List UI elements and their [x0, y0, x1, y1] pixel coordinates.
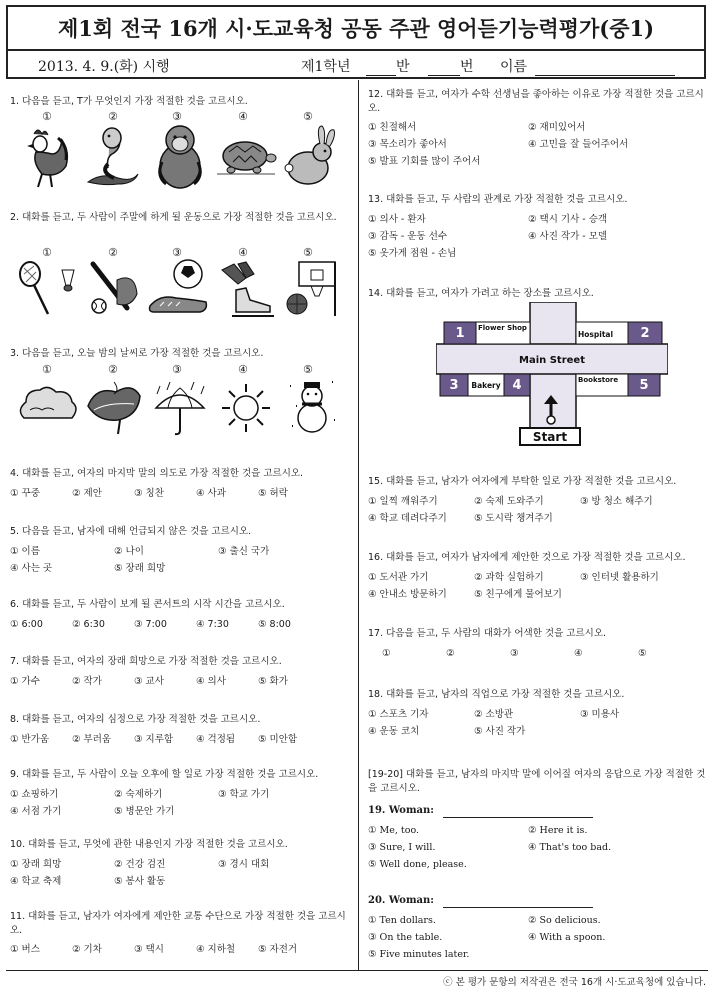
question-6: [10, 598, 350, 633]
q5-option-4[interactable]: ④ 사는 곳: [10, 562, 53, 574]
exam-date: 2013. 4. 9.(화) 시행: [38, 59, 170, 75]
question-1-text: 1. 다음을 듣고, T가 무엇인지 가장 적절한 것을 고르시오.: [10, 96, 248, 107]
rabbit-icon[interactable]: [282, 124, 340, 188]
q20-option-4[interactable]: ④ With a spoon.: [528, 931, 606, 943]
exam-header: [6, 5, 706, 79]
question-15: [368, 475, 708, 527]
question-2-text: 2. 대화를 듣고, 두 사람이 주말에 하게 될 운동으로 가장 적절한 것을 고르시오.: [10, 212, 337, 223]
q17-option-4[interactable]: ④: [574, 647, 583, 659]
main-street-label: Main Street: [519, 355, 585, 366]
q16-option-2[interactable]: ② 과학 실험하기: [474, 571, 544, 583]
question-15-text: 15. 대화를 듣고, 남자가 여자에게 부탁한 일로 가장 적절한 것을 고르시오.: [368, 476, 677, 487]
q1-option-2-num: ②: [108, 110, 118, 123]
monkey-icon[interactable]: [150, 122, 212, 190]
q12-option-4[interactable]: ④ 고민을 잘 들어주어서: [528, 139, 629, 150]
question-3: [10, 347, 350, 361]
q9-option-3[interactable]: ③ 학교 가기: [218, 788, 270, 800]
q2-option-5-num: ⑤: [303, 246, 313, 259]
q16-option-4[interactable]: ④ 안내소 방문하기: [368, 588, 447, 600]
q7-option-4[interactable]: ④ 의사: [196, 675, 226, 687]
header-divider: [8, 49, 704, 51]
question-14-text: 14. 대화를 듣고, 여자가 가려고 하는 장소를 고르시오.: [368, 288, 594, 299]
q15-option-5[interactable]: ⑤ 도시락 챙겨주기: [474, 512, 553, 524]
q16-option-5[interactable]: ⑤ 친구에게 물어보기: [474, 588, 562, 600]
q20-label: 20. Woman:: [368, 895, 434, 906]
q6-option-1[interactable]: ① 6:00: [10, 618, 43, 630]
q5-option-2[interactable]: ② 나이: [114, 545, 144, 557]
q20-option-2[interactable]: ② So delicious.: [528, 914, 601, 926]
umbrella-rain-icon[interactable]: [150, 378, 210, 438]
question-19-20-instruction: [19-20] 대화를 듣고, 남자의 마지막 말에 이어질 여자의 응답으로 가장 적절한 것을 고르시오.: [368, 769, 706, 794]
q16-option-1[interactable]: ① 도서관 가기: [368, 571, 429, 583]
q7-option-3[interactable]: ③ 교사: [134, 675, 164, 687]
q10-option-1[interactable]: ① 장래 희망: [10, 858, 62, 870]
q19-option-4[interactable]: ④ That's too bad.: [528, 841, 612, 853]
q7-option-1[interactable]: ① 가수: [10, 675, 40, 687]
rooster-icon[interactable]: [14, 124, 76, 190]
question-2: [10, 211, 350, 225]
question-14: [368, 287, 708, 301]
q12-option-2[interactable]: ② 재미있어서: [528, 122, 586, 133]
q19-option-3[interactable]: ③ Sure, I will.: [368, 841, 436, 853]
question-17-text: 17. 다음을 듣고, 두 사람의 대화가 어색한 것을 고르시오.: [368, 628, 607, 639]
question-9-text: 9. 대화를 듣고, 두 사람이 오늘 오후에 할 일로 가장 적절한 것을 고르시오.: [10, 769, 319, 780]
q2-option-2-num: ②: [108, 246, 118, 259]
turtle-icon[interactable]: [215, 134, 277, 182]
q13-option-3[interactable]: ③ 감독 - 운동 선수: [368, 230, 448, 242]
question-10-text: 10. 대화를 듣고, 무엇에 관한 내용인지 가장 적절한 것을 고르시오.: [10, 839, 288, 850]
q11-option-2[interactable]: ② 기차: [72, 944, 102, 955]
map-number-3: 3: [449, 378, 459, 393]
q5-option-5[interactable]: ⑤ 장래 희망: [114, 562, 166, 574]
q16-option-3[interactable]: ③ 인터넷 활용하기: [580, 571, 659, 583]
q18-option-4[interactable]: ④ 운동 코치: [368, 725, 420, 737]
q19-label: 19. Woman:: [368, 805, 434, 816]
question-4: [10, 467, 350, 502]
q17-option-1[interactable]: ①: [382, 647, 391, 659]
map-number-2: 2: [640, 326, 650, 341]
question-20: [368, 894, 708, 963]
map-number-4: 4: [512, 378, 522, 393]
q9-option-2[interactable]: ② 숙제하기: [114, 788, 163, 800]
question-7-text: 7. 대화를 듣고, 여자의 장래 희망으로 가장 적절한 것을 고르시오.: [10, 656, 282, 667]
q18-option-1[interactable]: ① 스포츠 기자: [368, 708, 429, 720]
question-7: [10, 655, 350, 690]
q5-option-1[interactable]: ① 이름: [10, 545, 40, 557]
question-8-text: 8. 대화를 듣고, 여자의 심정으로 가장 적절한 것을 고르시오.: [10, 714, 261, 725]
q20-option-3[interactable]: ③ On the table.: [368, 931, 443, 943]
bakery-label: Bakery: [471, 381, 501, 390]
q8-option-2[interactable]: ② 부러움: [72, 733, 112, 745]
q9-option-5[interactable]: ⑤ 병문안 가기: [114, 805, 175, 817]
q10-option-5[interactable]: ⑤ 봉사 활동: [114, 875, 166, 887]
q11-option-1[interactable]: ① 버스: [10, 944, 40, 955]
exam-title: 제1회 전국 16개 시·도교육청 공동 주관 영어듣기능력평가(중1): [57, 16, 655, 41]
q12-option-1[interactable]: ① 친절해서: [368, 122, 417, 133]
q19-option-2[interactable]: ② Here it is.: [528, 824, 588, 836]
column-divider: [358, 80, 359, 970]
footer-divider: [6, 970, 708, 971]
q18-option-5[interactable]: ⑤ 사진 작가: [474, 725, 526, 737]
question-8: [10, 713, 350, 748]
question-12-text: 12. 대화를 듣고, 여자가 수학 선생님을 좋아하는 이유로 가장 적절한 것을 고르시오.: [368, 89, 704, 114]
q11-option-5[interactable]: ⑤ 자전거: [258, 944, 298, 955]
q9-option-4[interactable]: ④ 서점 가기: [10, 805, 62, 817]
map-number-5: 5: [639, 378, 649, 393]
question-9: [10, 768, 350, 820]
q3-option-3-num: ③: [172, 363, 182, 376]
q1-option-3-num: ③: [172, 110, 182, 123]
q13-option-2[interactable]: ② 택시 기사 - 승객: [528, 213, 608, 225]
q19-option-5[interactable]: ⑤ Well done, please.: [368, 858, 467, 870]
basketball-icon[interactable]: [283, 258, 343, 318]
grade-label: 제1학년: [301, 59, 351, 75]
question-12: [368, 88, 708, 170]
question-4-text: 4. 대화를 듣고, 여자의 마지막 말의 의도로 가장 적절한 것을 고르시오.: [10, 468, 304, 479]
question-16: [368, 551, 708, 603]
q12-option-5[interactable]: ⑤ 발표 기회를 많이 주어서: [368, 156, 481, 167]
q1-option-5-num: ⑤: [303, 110, 313, 123]
q10-option-3[interactable]: ③ 경시 대회: [218, 858, 270, 870]
q20-option-1[interactable]: ① Ten dollars.: [368, 914, 436, 926]
q19-answer-blank[interactable]: [443, 817, 593, 818]
q4-option-5[interactable]: ⑤ 허락: [258, 487, 288, 499]
q10-option-2[interactable]: ② 건강 검진: [114, 858, 166, 870]
question-3-text: 3. 다음을 듣고, 오늘 밤의 날씨로 가장 적절한 것을 고르시오.: [10, 348, 264, 359]
q2-option-1-num: ①: [42, 246, 52, 259]
q8-option-1[interactable]: ① 반가움: [10, 733, 50, 745]
q20-answer-blank[interactable]: [443, 907, 593, 908]
q12-option-3[interactable]: ③ 목소리가 좋아서: [368, 139, 447, 150]
q8-option-3[interactable]: ③ 지루함: [134, 733, 174, 745]
q7-option-2[interactable]: ② 작가: [72, 675, 102, 687]
q17-option-5[interactable]: ⑤: [638, 647, 647, 659]
snowman-icon[interactable]: [284, 376, 340, 438]
q4-option-4[interactable]: ④ 사과: [196, 487, 226, 499]
name-field[interactable]: 이름: [500, 56, 675, 76]
q6-option-2[interactable]: ② 6:30: [72, 618, 105, 630]
q15-option-3[interactable]: ③ 방 청소 해주기: [580, 495, 653, 507]
q9-option-1[interactable]: ① 쇼핑하기: [10, 788, 59, 800]
q3-option-4-num: ④: [238, 363, 248, 376]
q11-option-3[interactable]: ③ 택시: [134, 944, 164, 955]
q3-option-2-num: ②: [108, 363, 118, 376]
question-10: [10, 838, 350, 890]
class-field[interactable]: 반: [366, 56, 410, 76]
q1-option-4-num: ④: [238, 110, 248, 123]
soccer-icon[interactable]: [148, 258, 210, 318]
q11-option-4[interactable]: ④ 지하철: [196, 944, 236, 955]
question-18: [368, 688, 708, 740]
q2-option-3-num: ③: [172, 246, 182, 259]
number-field[interactable]: 번: [428, 56, 474, 76]
q18-option-2[interactable]: ② 소방관: [474, 708, 514, 720]
question-13-text: 13. 대화를 듣고, 두 사람의 관계로 가장 적절한 것을 고르시오.: [368, 194, 628, 205]
sun-icon[interactable]: [218, 380, 274, 436]
q18-option-3[interactable]: ③ 미용사: [580, 708, 620, 720]
q4-option-3[interactable]: ③ 칭찬: [134, 487, 164, 499]
q15-option-2[interactable]: ② 숙제 도와주기: [474, 495, 544, 507]
question-11-text: 11. 대화를 듣고, 남자가 여자에게 제안한 교통 수단으로 가장 적절한 것을 고르시오.: [10, 911, 346, 936]
question-5: [10, 525, 350, 577]
q15-option-1[interactable]: ① 일찍 깨워주기: [368, 495, 438, 507]
cloud-icon[interactable]: [14, 382, 80, 432]
q6-option-5[interactable]: ⑤ 8:00: [258, 618, 291, 630]
badminton-icon[interactable]: [14, 260, 80, 318]
flower-shop-label: Flower Shop: [478, 324, 527, 332]
start-label: Start: [532, 430, 568, 444]
q10-option-4[interactable]: ④ 학교 축제: [10, 875, 62, 887]
q17-option-2[interactable]: ②: [446, 647, 455, 659]
question-17: [368, 627, 708, 662]
q6-option-4[interactable]: ④ 7:30: [196, 618, 229, 630]
q20-option-5[interactable]: ⑤ Five minutes later.: [368, 948, 470, 960]
question-11: [10, 910, 350, 958]
q17-option-3[interactable]: ③: [510, 647, 519, 659]
question-19: [368, 804, 708, 873]
q5-option-3[interactable]: ③ 출신 국가: [218, 545, 270, 557]
hospital-label: Hospital: [578, 330, 614, 339]
question-5-text: 5. 다음을 듣고, 남자에 대해 언급되지 않은 것을 고르시오.: [10, 526, 252, 537]
question-16-text: 16. 대화를 듣고, 여자가 남자에게 제안한 것으로 가장 적절한 것을 고르시오.: [368, 552, 686, 563]
q19-option-1[interactable]: ① Me, too.: [368, 824, 420, 836]
bookstore-label: Bookstore: [578, 376, 619, 384]
question-1: [10, 95, 350, 109]
q13-option-4[interactable]: ④ 사진 작가 - 모델: [528, 230, 608, 242]
q8-option-5[interactable]: ⑤ 미안함: [258, 733, 298, 745]
map-number-1: 1: [455, 326, 465, 341]
copyright-notice: ⓒ 본 평가 문항의 저작권은 전국 16개 시·도교육청에 있습니다.: [443, 977, 706, 988]
q6-option-3[interactable]: ③ 7:00: [134, 618, 167, 630]
street-map: [436, 302, 668, 446]
question-13: [368, 193, 708, 262]
q7-option-5[interactable]: ⑤ 화가: [258, 675, 288, 687]
q4-option-2[interactable]: ② 제안: [72, 487, 102, 499]
q13-option-5[interactable]: ⑤ 옷가게 점원 - 손님: [368, 247, 457, 259]
baseball-icon[interactable]: [85, 260, 141, 318]
windy-icon[interactable]: [84, 376, 146, 436]
question-18-text: 18. 대화를 듣고, 남자의 직업으로 가장 적절한 것을 고르시오.: [368, 689, 625, 700]
cobra-icon[interactable]: [82, 124, 142, 190]
q3-option-1-num: ①: [42, 363, 52, 376]
question-6-text: 6. 대화를 듣고, 두 사람이 보게 될 콘서트의 시작 시간을 고르시오.: [10, 599, 285, 610]
q1-option-1-num: ①: [42, 110, 52, 123]
q15-option-4[interactable]: ④ 학교 데려다주기: [368, 512, 447, 524]
q3-option-5-num: ⑤: [303, 363, 313, 376]
skate-icon[interactable]: [216, 260, 278, 318]
q13-option-1[interactable]: ① 의사 - 환자: [368, 213, 426, 225]
q8-option-4[interactable]: ④ 걱정됨: [196, 733, 236, 745]
q2-option-4-num: ④: [238, 246, 248, 259]
q4-option-1[interactable]: ① 꾸중: [10, 487, 40, 499]
